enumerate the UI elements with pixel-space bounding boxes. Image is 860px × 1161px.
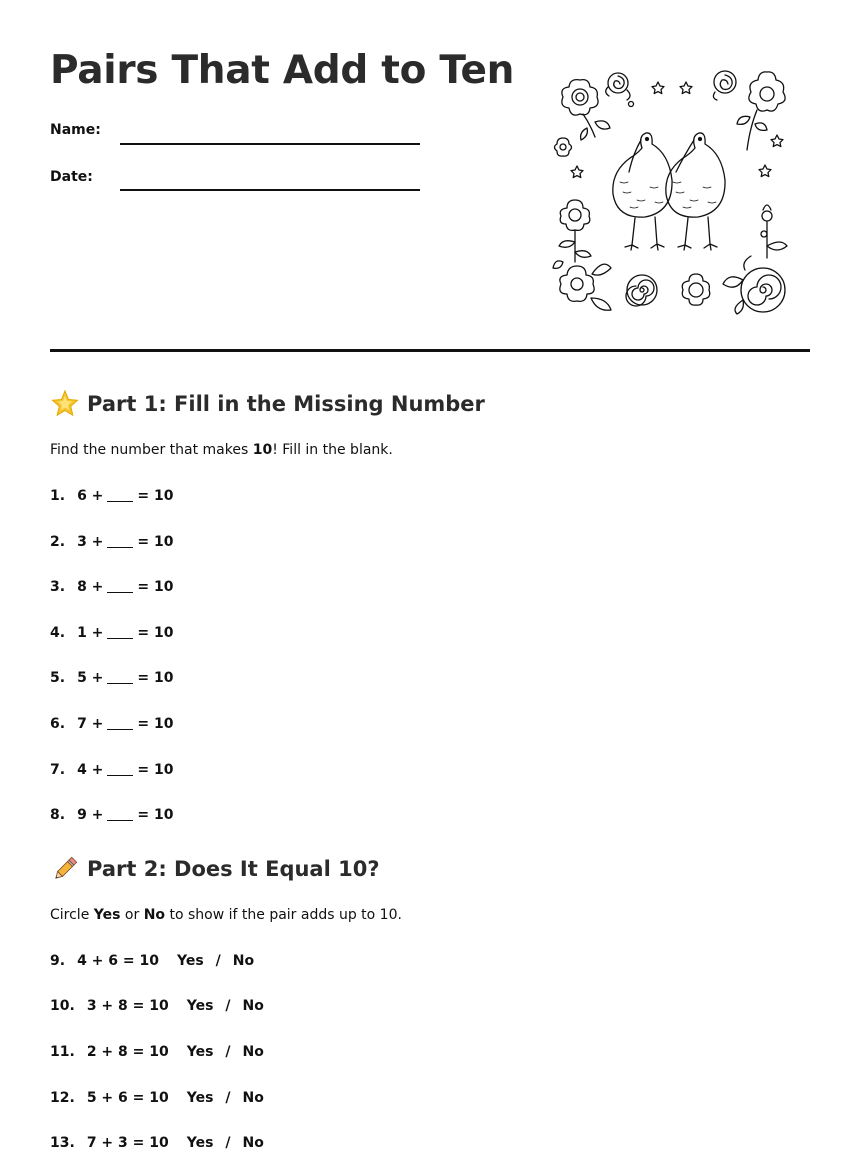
part1-heading [50, 389, 485, 419]
answer-blank[interactable] [107, 775, 133, 776]
kiwi-birds-illustration [545, 62, 795, 318]
problem-5: 5. 5 + = 10 [50, 670, 174, 686]
yes-option[interactable]: Yes [186, 998, 214, 1014]
no-option[interactable]: No [242, 1135, 264, 1151]
kiwi-bird-right [666, 133, 725, 250]
part2-instructions: Circle Yes or No to show if the pair adds up to 10. [50, 907, 402, 923]
problem-3: 3. 8 + = 10 [50, 579, 174, 595]
pencil-icon [50, 854, 80, 884]
glowing-star-icon [50, 389, 80, 419]
problem-9: 9. 4 + 6 = 10 Yes / No [50, 953, 255, 969]
yes-option[interactable]: Yes [186, 1044, 214, 1060]
part2-heading-text: Part 2: Does It Equal 10? [87, 857, 380, 881]
name-label: Name: [50, 122, 101, 138]
no-option[interactable]: No [242, 1044, 264, 1060]
answer-blank[interactable] [107, 592, 133, 593]
problem-10: 10. 3 + 8 = 10 Yes / No [50, 998, 264, 1014]
page-title: Pairs That Add to Ten [50, 48, 515, 93]
date-field[interactable] [120, 189, 420, 191]
problem-13: 13. 7 + 3 = 10 Yes / No [50, 1135, 264, 1151]
answer-blank[interactable] [107, 820, 133, 821]
no-option[interactable]: No [232, 953, 255, 969]
section-divider [50, 349, 810, 352]
answer-blank[interactable] [107, 547, 133, 548]
problem-11: 11. 2 + 8 = 10 Yes / No [50, 1044, 264, 1060]
problem-4: 4. 1 + = 10 [50, 625, 174, 641]
part1-heading-text: Part 1: Fill in the Missing Number [87, 392, 485, 416]
answer-blank[interactable] [107, 729, 133, 730]
problem-2: 2. 3 + = 10 [50, 534, 174, 550]
problem-12: 12. 5 + 6 = 10 Yes / No [50, 1090, 264, 1106]
spiral-icon [626, 275, 657, 306]
problem-8: 8. 9 + = 10 [50, 807, 174, 823]
name-field[interactable] [120, 143, 420, 145]
kiwi-bird-left [613, 133, 672, 250]
problem-6: 6. 7 + = 10 [50, 716, 174, 732]
answer-blank[interactable] [107, 638, 133, 639]
answer-blank[interactable] [107, 683, 133, 684]
yes-option[interactable]: Yes [176, 953, 204, 969]
no-option[interactable]: No [242, 998, 264, 1014]
date-label: Date: [50, 169, 93, 185]
part1-instructions: Find the number that makes 10! Fill in the blank. [50, 442, 393, 458]
part2-heading [50, 854, 380, 884]
flower-icon [562, 80, 610, 140]
problem-7: 7. 4 + = 10 [50, 762, 174, 778]
yes-option[interactable]: Yes [186, 1135, 214, 1151]
no-option[interactable]: No [242, 1090, 264, 1106]
answer-blank[interactable] [107, 501, 133, 502]
yes-option[interactable]: Yes [186, 1090, 214, 1106]
problem-1: 1. 6 + = 10 [50, 488, 174, 504]
